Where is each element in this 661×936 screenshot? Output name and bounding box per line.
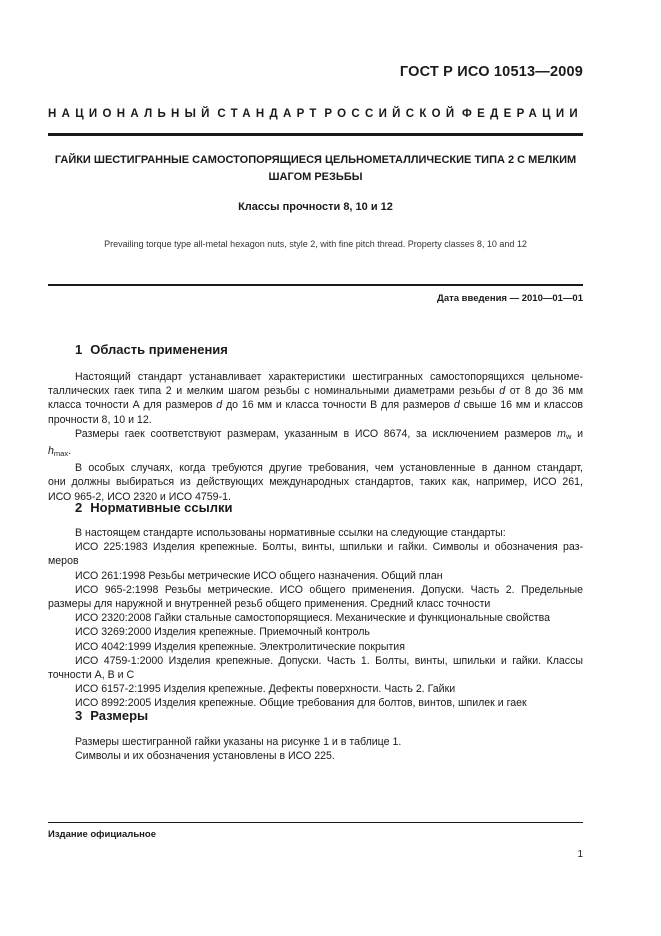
document-code: ГОСТ Р ИСО 10513—2009 [399,64,583,80]
text-run: от 8 до 36 мм [505,385,583,398]
reference-line: ИСО 2320:2008 Гайки стальные самостопорящиеся. Механические и функциональные свойства [75,612,551,625]
reference-line: ИСО 225:1983 Изделия крепежные. Болты, винты, шпильки и гайки. Символы и обозначения раз- [75,541,583,554]
text-line: ИСО 965-2, ИСО 2320 и ИСО 4759-1. [48,490,231,503]
variable: m [557,427,566,440]
banner-word: СТАНДАРТ [217,108,322,120]
text-run: таллических гаек типа 2 и мелким шагом резьбы с номинальными диаметрами резьбы [48,385,500,398]
header-rule [48,133,583,136]
document-subtitle: Классы прочности 8, 10 и 12 [238,201,393,213]
text-run: Размеры гаек соответствуют размерам, указанным в ИСО 8674, за исключением размеров [75,427,558,440]
text-line [48,384,583,398]
variable: d [453,399,460,412]
section-2-body [48,526,583,711]
title-rule [48,284,583,286]
banner-word: НАЦИОНАЛЬНЫЙ [48,108,215,120]
text-line: Символы и их обозначения установлены в ИСО 225. [75,750,335,763]
section-title: Размеры [90,708,149,723]
subscript: w [565,431,572,441]
text-run: свыше 16 мм и классов [459,399,583,412]
title-line: ШАГОМ РЕЗЬБЫ [268,171,363,183]
section-1-body [48,370,583,504]
text-run: до 16 мм и класса точности В для размеров [222,399,454,412]
section-number: 3 [75,708,83,723]
text-run: . [68,445,72,458]
reference-line: размеры для наружной и внутренней резьб общего применения. Средний класс точности [48,598,491,611]
text-line: прочности 8, 10 и 12. [48,413,152,426]
text-line [48,398,583,412]
variable: d [499,385,506,398]
text-line: они должны выбираться из действующих международных стандартов, таких как, например, ИСО 261, [48,476,583,489]
section-title: Нормативные ссылки [90,500,233,515]
reference-line: меров [48,555,79,568]
edition-note: Издание официальное [48,829,156,840]
effective-date: Дата введения — 2010—01—01 [437,293,583,304]
text-line: Размеры шестигранной гайки указаны на рисунке 1 и в таблице 1. [75,736,402,748]
reference-line: ИСО 4759-1:2000 Изделия крепежные. Допуски. Часть 1. Болты, винты, шпильки и гайки. Классы [75,654,583,667]
reference-line: ИСО 261:1998 Резьбы метрические ИСО общего назначения. Общий план [75,569,443,582]
text-run: класса точности А для размеров [48,399,217,412]
reference-line: ИСО 965-2:1998 Резьбы метрические. ИСО общего применения. Допуски. Часть 2. Предельные [75,583,583,596]
reference-line: точности А, В и С [48,669,135,682]
section-number: 2 [75,500,83,515]
reference-line: ИСО 4042:1999 Изделия крепежные. Электролитические покрытия [75,640,405,653]
variable: h [48,445,54,458]
english-title: Prevailing torque type all-metal hexagon nuts, style 2, with fine pitch thread. Property classes 8, 10 and 12 [104,239,527,249]
section-title: Область применения [90,342,228,357]
banner-word: ФЕДЕРАЦИИ [462,108,583,120]
text-line [48,427,583,444]
title-line: ГАЙКИ ШЕСТИГРАННЫЕ САМОСТОПОРЯЩИЕСЯ ЦЕЛЬНОМЕТАЛЛИЧЕСКИЕ ТИПА 2 С МЕЛКИМ [54,154,577,166]
variable: d [216,399,223,412]
section-heading [75,708,148,723]
text-line: В настоящем стандарте использованы нормативные ссылки на следующие стандарты: [75,527,506,539]
document-title [48,152,583,186]
section-heading [75,342,228,357]
text-run: и [571,427,583,440]
section-number: 1 [75,342,83,357]
banner-word: РОССИЙСКОЙ [324,108,460,120]
section-3-body [48,735,583,763]
footer-rule [48,822,583,823]
reference-line: ИСО 6157-2:1995 Изделия крепежные. Дефекты поверхности. Часть 2. Гайки [75,683,456,696]
national-standard-banner [48,108,583,120]
page-number: 1 [577,849,583,860]
subscript: max [53,449,69,459]
text-line: В особых случаях, когда требуются другие требования, чем установленные в данном стандарт, [75,462,583,475]
reference-line: ИСО 8992:2005 Изделия крепежные. Общие требования для болтов, винтов, шпилек и гаек [75,697,527,710]
text-line: Настоящий стандарт устанавливает характеристики шестигранных самостопорящихся цельноме- [75,371,583,383]
text-line [48,444,583,461]
reference-line: ИСО 3269:2000 Изделия крепежные. Приемочный контроль [75,626,370,639]
section-heading [75,500,232,515]
